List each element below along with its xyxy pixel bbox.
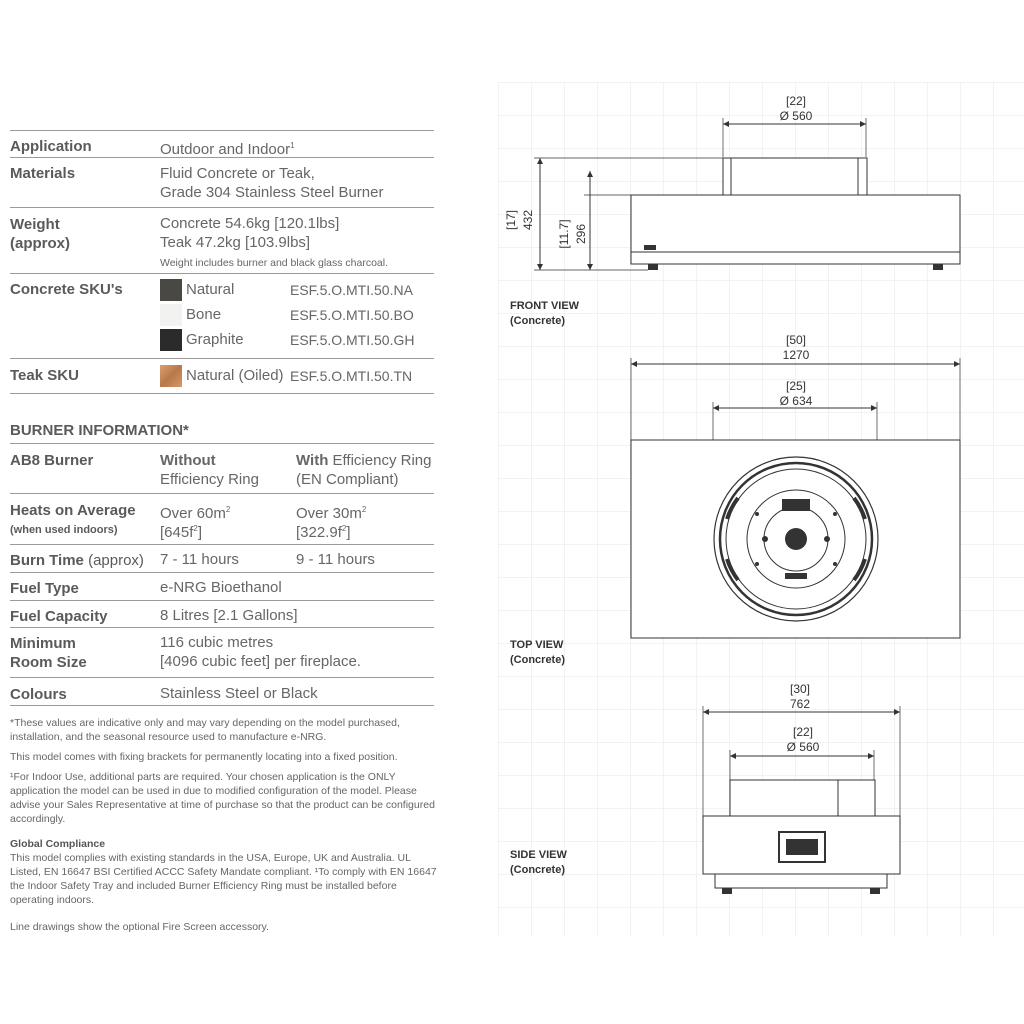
heats-sublabel: (when used indoors) [10, 524, 118, 536]
compliance-text: This model complies with existing standards in the USA, Europe, UK and Australia. UL Listed, EN 16647 BSI Certified ACCC Safety Mandate compliant. ¹To comply with EN 16647 the Indoor Safety Tray and included Burner Efficiency Ring must be installed before operating indoors. [10, 852, 437, 906]
sku-natural [160, 279, 434, 302]
rule [10, 705, 434, 706]
technical-drawings [498, 82, 1024, 936]
fuel-type-label: Fuel Type [10, 580, 79, 597]
front-view-title: FRONT VIEW [510, 300, 580, 312]
weight-teak: Teak 47.2kg [103.9lbs] [160, 234, 311, 251]
sku-code: ESF.5.O.MTI.50.TN [290, 368, 413, 384]
footnote-indoor: ¹For Indoor Use, additional parts are required. Your chosen application is the ONLY application the model can be used in due to modified configuration of the model. Please advise your Sales Representative at time of purchase so that the product can be configured accordingly. [10, 771, 435, 825]
room-size-line1: 116 cubic metres [160, 634, 274, 651]
materials-label: Materials [10, 165, 76, 182]
side-view-title: SIDE VIEW [510, 849, 567, 861]
fuel-capacity-value: 8 Litres [2.1 Gallons] [160, 607, 298, 624]
room-size-label: Minimum [10, 635, 76, 652]
fuel-type-value: e-NRG Bioethanol [160, 579, 282, 596]
materials-line1: Fluid Concrete or Teak, [160, 165, 315, 182]
side-w-mm: 762 [789, 697, 811, 711]
top-d-mm: Ø 634 [779, 394, 813, 408]
sku-graphite [160, 329, 434, 352]
fuel-capacity-label: Fuel Capacity [10, 608, 108, 625]
front-h2-mm: 296 [574, 223, 588, 245]
heats-col2: Over $30m^2$ [296, 505, 367, 522]
line-drawings-note: Line drawings show the optional Fire Screen accessory. [10, 921, 269, 933]
ab8-col2-line2: (EN Compliant) [296, 471, 399, 488]
weight-note: Weight includes burner and black glass charcoal. [160, 257, 389, 269]
colours-value: Stainless Steel or Black [160, 685, 318, 702]
footnote-brackets: This model comes with fixing brackets for permanently locating into a fixed position. [10, 751, 398, 763]
sku-bone [160, 304, 434, 327]
room-size-line2: [4096 cubic feet] per fireplace. [160, 653, 361, 670]
rule [10, 273, 434, 274]
rule [10, 393, 434, 394]
burn-time-col1: 7 - 11 hours [160, 551, 239, 568]
weight-label: Weight [10, 216, 60, 233]
side-w-in: [30] [789, 682, 811, 696]
ab8-col2: With Efficiency Ring [296, 452, 432, 469]
swatch-bone [160, 304, 182, 326]
side-view-sub: (Concrete) [510, 864, 566, 876]
sku-name: Graphite [186, 331, 244, 348]
front-top-in: [22] [785, 94, 807, 108]
rule [10, 358, 434, 359]
ab8-col1: Without [160, 452, 216, 469]
front-top-mm: Ø 560 [779, 109, 813, 123]
sku-teak [160, 365, 434, 388]
top-w-mm: 1270 [782, 348, 810, 362]
front-h-in: [17] [504, 209, 518, 231]
front-h-mm: 432 [521, 209, 535, 231]
footnote-indicative: *These values are indicative only and may vary depending on the model purchased, installation, and the seasonal resource used to manufacture e-NRG. [10, 717, 400, 743]
teak-sku-label: Teak SKU [10, 367, 79, 384]
front-h2-in: [11.7] [557, 219, 571, 249]
weight-concrete: Concrete 54.6kg [120.1lbs] [160, 215, 340, 232]
swatch-natural [160, 279, 182, 301]
side-d-mm: Ø 560 [786, 740, 820, 754]
rule [10, 207, 434, 208]
front-view-sub: (Concrete) [510, 315, 566, 327]
burn-time-label: Burn Time (approx) [10, 552, 144, 569]
top-d-in: [25] [785, 379, 807, 393]
rule [10, 544, 434, 545]
rule [10, 600, 434, 601]
application-value: Outdoor and Indoor$^1$ [160, 141, 295, 158]
application-label: Application [10, 138, 92, 155]
weight-sublabel: (approx) [10, 235, 70, 252]
ab8-col1-line2: Efficiency Ring [160, 471, 259, 488]
ab8-label: AB8 Burner [10, 452, 94, 469]
sku-name: Natural [186, 281, 235, 298]
rule [10, 627, 434, 628]
heats-col2-line2: $[322.9f^2]$ [296, 524, 351, 541]
rule [10, 130, 434, 131]
heats-label: Heats on Average [10, 502, 136, 519]
colours-label: Colours [10, 686, 67, 703]
top-view-title: TOP VIEW [510, 639, 564, 651]
swatch-teak [160, 365, 182, 387]
concrete-sku-label: Concrete SKU's [10, 281, 123, 298]
rule [10, 493, 434, 494]
top-w-in: [50] [785, 333, 807, 347]
swatch-graphite [160, 329, 182, 351]
rule [10, 157, 434, 158]
rule [10, 677, 434, 678]
top-view-sub: (Concrete) [510, 654, 566, 666]
rule [10, 572, 434, 573]
burner-heading: BURNER INFORMATION* [10, 422, 189, 439]
sku-code: ESF.5.O.MTI.50.GH [290, 332, 415, 348]
materials-line2: Grade 304 Stainless Steel Burner [160, 184, 384, 201]
sku-name: Natural (Oiled) [186, 367, 284, 384]
room-size-label2: Room Size [10, 654, 87, 671]
sku-code: ESF.5.O.MTI.50.BO [290, 307, 414, 323]
compliance-title: Global Compliance [10, 838, 106, 850]
heats-col1-line2: $[645f^2]$ [160, 524, 202, 541]
sku-code: ESF.5.O.MTI.50.NA [290, 282, 413, 298]
burn-time-col2: 9 - 11 hours [296, 551, 375, 568]
sku-name: Bone [186, 306, 222, 323]
heats-col1: Over $60m^2$ [160, 505, 231, 522]
side-d-in: [22] [792, 725, 814, 739]
rule [10, 443, 434, 444]
